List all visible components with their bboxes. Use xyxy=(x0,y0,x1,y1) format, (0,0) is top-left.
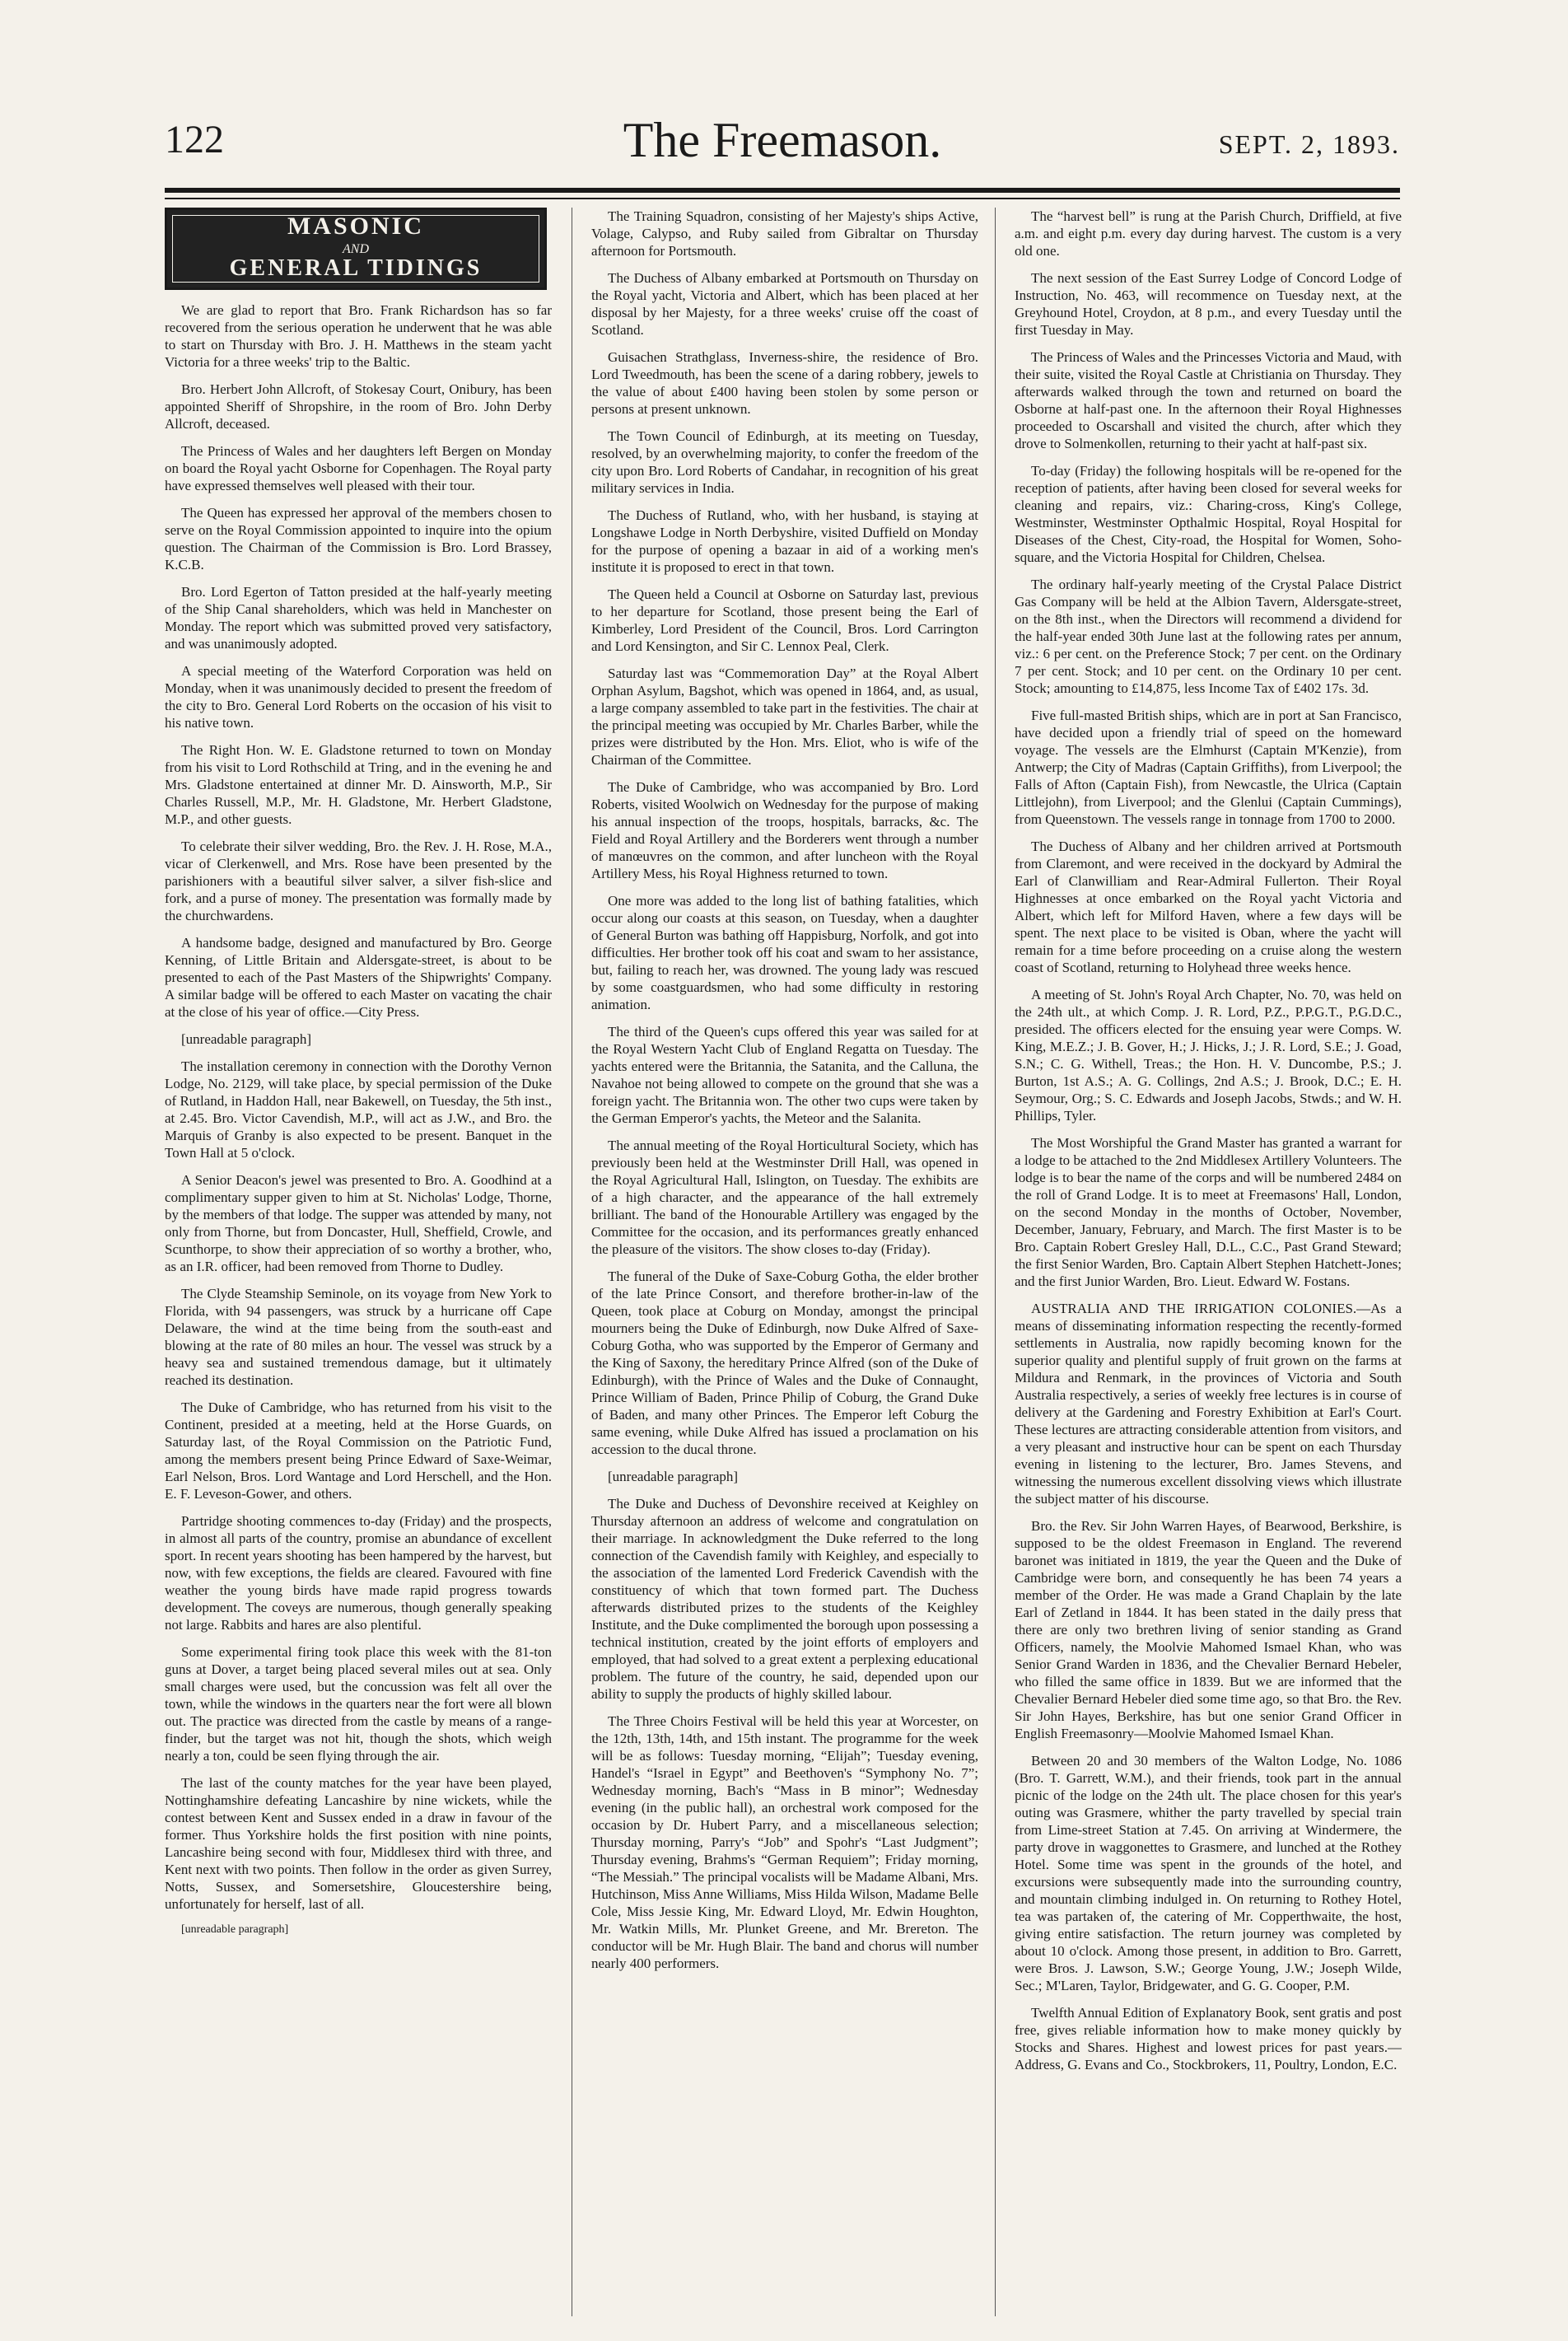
article-paragraph: The installation ceremony in connection with the Dorothy Vernon Lodge, No. 2129, will take place, by special permission of the Duke of Rutland, in Haddon Hall, near Bakewell, on Tuesday, the 5th inst., at 2.45. Bro. Victor Cavendish, M.P., will act as J.W., and Bro. the Marquis of Granby is also expected to be present. Banquet in the Town Hall at 5 o'clock. xyxy=(165,1058,552,1161)
masthead xyxy=(165,115,1400,181)
column-1-paragraphs xyxy=(165,301,552,1913)
page-number: 122 xyxy=(165,118,224,161)
section-banner xyxy=(165,208,547,290)
article-paragraph: Some experimental firing took place this week with the 81-ton guns at Dover, a target being placed several miles out at sea. Only small charges were used, but the concussion was felt all over the town, while the windows in the quarters near the fort were all blown out. The practice was directed from the castle by means of a range-finder, but the target was not hit, though the shots, which weigh nearly a ton, could be seen flying through the air. xyxy=(165,1644,552,1764)
issue-date: SEPT. 2, 1893. xyxy=(1218,129,1400,159)
article-paragraph: To-day (Friday) the following hospitals will be re-opened for the reception of patients, after having been closed for several weeks for cleaning and repairs, viz.: Charing-cross, King's College, Westminster, Westminster Opthalmic Hospital, Royal Hospital for Diseases of the Chest, City-road, the Hospital for Women, Soho-square, and the Victoria Hospital for Children, Chelsea. xyxy=(1015,463,1402,565)
column-3 xyxy=(1015,208,1402,2316)
article-paragraph: The “harvest bell” is rung at the Parish Church, Driffield, at five a.m. and eight p.m. every day during harvest. The custom is a very old one. xyxy=(1015,208,1402,259)
article-paragraph: The Queen has expressed her approval of the members chosen to serve on the Royal Commission appointed to inquire into the opium question. The Chairman of the Commission is Bro. Lord Brassey, K.C.B. xyxy=(165,505,552,572)
article-paragraph: Saturday last was “Commemoration Day” at the Royal Albert Orphan Asylum, Bagshot, which was opened in 1864, and, as usual, a large company assembled to take part in the festivities. The chair at the principal meeting was occupied by Mr. Charles Barber, while the prizes were distributed by the Hon. Mrs. Eliot, who is wife of the Chairman of the Committee. xyxy=(591,666,978,768)
article-paragraph: The Most Worshipful the Grand Master has granted a warrant for a lodge to be attached to the 2nd Middlesex Artillery Volunteers. The lodge is to bear the name of the corps and will be numbered 2484 on the roll of Grand Lodge. It is to meet at Freemasons' Hall, London, on the second Monday in the months of October, November, December, January, February, and March. The first Master is to be Bro. Captain Robert Gresley Hall, D.L., C.C., Past Grand Steward; the first Senior Warden, Bro. Captain Albert Stephen Hatchett-Jones; and the first Junior Warden, Bro. Lieut. Edward W. Fostans. xyxy=(1015,1135,1402,1289)
article-paragraph: AUSTRALIA AND THE IRRIGATION COLONIES.—As a means of disseminating information respecting the recently-formed settlements in Australia, now rapidly becoming known for the superior quality and plentiful supply of fruit grown on the farms at Mildura and Renmark, in the provinces of Victoria and South Australia respectively, a series of weekly free lectures is in course of delivery at the Gardening and Forestry Exhibition at Earl's Court. These lectures are attracting considerable attention from visitors, and a very pleasant and instructive hour can be spent on each Thursday evening in listening to the lecturer, Bro. James Stevens, and witnessing the numerous excellent dissolving views which illustrate the subject matter of his discourse. xyxy=(1015,1301,1402,1507)
article-paragraph: Bro. Herbert John Allcroft, of Stokesay Court, Onibury, has been appointed Sheriff of Shropshire, in the room of Bro. John Derby Allcroft, deceased. xyxy=(165,381,552,432)
article-paragraph: Guisachen Strathglass, Inverness-shire, the residence of Bro. Lord Tweedmouth, has been the scene of a daring robbery, jewels to the value of about £400 having been stolen by some person or persons at present unknown. xyxy=(591,349,978,417)
article-paragraph: The Three Choirs Festival will be held this year at Worcester, on the 12th, 13th, 14th, and 15th instant. The programme for the week will be as follows: Tuesday morning, “Elijah”; Tuesday evening, Handel's “Israel in Egypt” and Beethoven's “Symphony No. 7”; Wednesday morning, Bach's “Mass in B minor”; Wednesday evening (in the public hall), an orchestral work composed for the occasion by Dr. Hubert Parry, and a miscellaneous selection; Thursday morning, Parry's “Job” and Spohr's “Last Judgment”; Thursday evening, Brahms's “German Requiem”; Friday morning, “The Messiah.” The principal vocalists will be Madame Albani, Mrs. Hutchinson, Miss Anne Williams, Miss Hilda Wilson, Madame Belle Cole, Miss Jessie King, Mr. Edward Lloyd, Mr. Edwin Houghton, Mr. Watkin Mills, Mr. Plunket Greene, and Mr. Brereton. The conductor will be Mr. Hugh Blair. The band and chorus will number nearly 400 performers. xyxy=(591,1713,978,1971)
article-paragraph: The funeral of the Duke of Saxe-Coburg Gotha, the elder brother of the late Prince Consort, and therefore brother-in-law of the Queen, took place at Coburg on Monday, amongst the principal mourners being the Duke of Edinburgh, now Duke Alfred of Saxe-Coburg Gotha, who was supported by the Emperor of Germany and the King of Saxony, the hereditary Prince Alfred (son of the Duke of Edinburgh), with the Prince of Wales and the Duke of Connaught, Prince William of Baden, Prince Philip of Coburg, the Grand Duke of Baden, and many other Princes. The Emperor left Coburg the same evening, while Duke Alfred has issued a proclamation on his accession to the ducal throne. xyxy=(591,1269,978,1457)
advertisement-smallprint: [unreadable paragraph] xyxy=(181,1923,289,1936)
paper-title: The Freemason. xyxy=(623,113,942,167)
column-1 xyxy=(165,208,552,2316)
article-paragraph: The Queen held a Council at Osborne on Saturday last, previous to her departure for Scotland, those present being the Earl of Kimberley, Lord President of the Council, Bros. Lord Carrington and Lord Kensington, and Sir C. Lennox Peal, Clerk. xyxy=(591,586,978,654)
banner-line-2: AND xyxy=(343,242,369,256)
article-paragraph: The Duke and Duchess of Devonshire received at Keighley on Thursday afternoon an address of welcome and congratulation on their marriage. In acknowledgment the Duke referred to the long connection of the Cavendish family with Keighley, and especially to the association of the lamented Lord Frederick Cavendish with the constituency of which that town formed part. The Duchess afterwards distributed prizes to the students of the Keighley Institute, and the Duke complimented the borough upon possessing a technical institution, created by the joint efforts of employers and employed, that had solved to a great extent a perplexing educational problem. The future of the country, he said, depended upon our ability to supply the products of highly skilled labour. xyxy=(591,1496,978,1702)
article-paragraph: A meeting of St. John's Royal Arch Chapter, No. 70, was held on the 24th ult., at which Comp. J. R. Lord, P.Z., P.P.G.T., P.G.D.C., presided. The officers elected for the ensuing year were Comps. W. King, M.E.Z.; J. B. Gover, H.; J. Hicks, J.; J. R. Lord, S.E.; J. Goad, S.N.; C. G. Withell, Treas.; the Hon. H. V. Duncombe, P.S.; J. Burton, 1st A.S.; A. G. Collings, 2nd A.S.; J. Brook, D.C.; E. H. Seymour, Org.; S. C. Edwards and Joseph Jacobs, Stwds.; and W. H. Phillips, Tyler. xyxy=(1015,987,1402,1124)
article-paragraph: The Princess of Wales and the Princesses Victoria and Maud, with their suite, visited the Royal Castle at Christiania on Thursday. They afterwards walked through the town and returned on board the Osborne at half-past one. In the afternoon their Royal Highnesses proceeded to Oscarshall and visited the church, after which they drove to Solmenkollen, returning to their yacht at half-past six. xyxy=(1015,349,1402,451)
article-paragraph: To celebrate their silver wedding, Bro. the Rev. J. H. Rose, M.A., vicar of Clerkenwell, and Mrs. Rose have been presented by the parishioners with a beautiful silver salver, a silver fish-slice and fork, and a purse of money. The presentation was formally made by the churchwardens. xyxy=(165,839,552,923)
article-paragraph: A Senior Deacon's jewel was presented to Bro. A. Goodhind at a complimentary supper given to him at St. Nicholas' Lodge, Thorne, by the members of that lodge. The supper was attended by many, not only from Thorne, but from Doncaster, Hull, Sheffield, Crowle, and Scunthorpe, to show their appreciation of so worthy a brother, who, as an I.R. officer, had been removed from Thorne to Dudley. xyxy=(165,1172,552,1274)
article-paragraph: Bro. Lord Egerton of Tatton presided at the half-yearly meeting of the Ship Canal shareholders, which was held in Manchester on Monday. The report which was submitted proved very satisfactory, and was unanimously adopted. xyxy=(165,584,552,652)
column-2 xyxy=(591,208,978,2316)
article-paragraph: Bro. the Rev. Sir John Warren Hayes, of Bearwood, Berkshire, is supposed to be the oldest Freemason in England. The reverend baronet was initiated in 1819, the year the Queen and the Duke of Cambridge were born, and consequently he has been 74 years a member of the Order. He was made a Grand Chaplain by the late Earl of Zetland in 1844. It has been stated in the daily press that there are only two brethren living of senior standing as Grand Officers, namely, the Moolvie Mahomed Ismael Khan, who was Senior Grand Warden in 1836, and the Chevalier Bernard Hebeler, who filled the same office in 1839. But we are informed that the Chevalier Bernard Hebeler died some time ago, so that Bro. the Rev. Sir John Hayes, Berkshire, has but one senior Grand Officer in English Freemasonry—Moolvie Mahomed Ismael Khan. xyxy=(1015,1518,1402,1741)
masthead-rule-thin xyxy=(165,198,1400,199)
article-paragraph: The Duke of Cambridge, who has returned from his visit to the Continent, presided at a meeting, held at the Horse Guards, on Saturday last, of the Royal Commission on the Patriotic Fund, among the members present being Prince Edward of Saxe-Weimar, Earl Nelson, Bros. Lord Wantage and Lord Herschell, and the Hon. E. F. Leveson-Gower, and others. xyxy=(165,1399,552,1502)
article-paragraph: The next session of the East Surrey Lodge of Concord Lodge of Instruction, No. 463, will recommence on Tuesday next, at the Greyhound Hotel, Croydon, at 8 p.m., and every Tuesday until the first Tuesday in May. xyxy=(1015,270,1402,338)
article-paragraph: The Clyde Steamship Seminole, on its voyage from New York to Florida, with 94 passengers, was struck by a hurricane off Cape Delaware, the wind at the time being from the south-east and blowing at the rate of 80 miles an hour. The vessel was struck by a heavy sea and sustained tremendous damage, but it ultimately reached its destination. xyxy=(165,1286,552,1388)
article-paragraph: [unreadable paragraph] xyxy=(181,1031,312,1047)
article-paragraph: The ordinary half-yearly meeting of the Crystal Palace District Gas Company will be held at the Albion Tavern, Aldersgate-street, on the 8th inst., when the Directors will recommend a dividend for the half-year ended 30th June last at the following rates per annum, viz.: 6 per cent. on the Preference Stock; 7 per cent. on the Ordinary 7 per cent. Stock; and 10 per cent. on the Ordinary 10 per cent. Stock; amounting to £14,875, less Income Tax of £402 17s. 3d. xyxy=(1015,577,1402,696)
article-paragraph: [unreadable paragraph] xyxy=(608,1469,739,1484)
article-paragraph: A special meeting of the Waterford Corporation was held on Monday, when it was unanimously decided to present the freedom of the city to Bro. General Lord Roberts on the occasion of his visit to his native town. xyxy=(165,663,552,731)
article-paragraph: Five full-masted British ships, which are in port at San Francisco, have decided upon a friendly trial of speed on the homeward voyage. The vessels are the Elmhurst (Captain M'Kenzie), from Antwerp; the City of Madras (Captain Griffiths), from Liverpool; the Falls of Afton (Captain Fish), from Newcastle, the Ulrica (Captain Littlejohn), from Liverpool; and the Glenlui (Captain Cummings), from Queenstown. The vessels range in tonnage from 1700 to 2000. xyxy=(1015,708,1402,827)
article-paragraph: The Duchess of Rutland, who, with her husband, is staying at Longshawe Lodge in North Derbyshire, visited Duffield on Monday for the purpose of opening a bazaar in aid of a working men's institute it is proposed to erect in that town. xyxy=(591,507,978,575)
banner-line-1: MASONIC xyxy=(287,213,424,240)
article-paragraph: The Training Squadron, consisting of her Majesty's ships Active, Volage, Calypso, and Ruby sailed from Gibraltar on Thursday afternoon for Portsmouth. xyxy=(591,208,978,259)
article-paragraph: We are glad to report that Bro. Frank Richardson has so far recovered from the serious operation he underwent that he was able to start on Thursday with Bro. J. H. Matthews in the steam yacht Victoria for a three weeks' trip to the Baltic. xyxy=(165,302,552,370)
column-3-paragraphs xyxy=(1015,208,1402,2073)
article-paragraph: The Duke of Cambridge, who was accompanied by Bro. Lord Roberts, visited Woolwich on Wednesday for the purpose of making his annual inspection of the troops, hospitals, barracks, &c. The Field and Royal Artillery and the Borderers went through a number of manœuvres on the common, and after luncheon with the Royal Artillery Mess, his Royal Highness returned to town. xyxy=(591,779,978,881)
article-paragraph: The Town Council of Edinburgh, at its meeting on Tuesday, resolved, by an overwhelming majority, to confer the freedom of the city upon Bro. Lord Roberts of Candahar, in recognition of his great military services in India. xyxy=(591,428,978,496)
column-2-paragraphs xyxy=(591,208,978,1972)
article-paragraph: The Duchess of Albany embarked at Portsmouth on Thursday on the Royal yacht, Victoria and Albert, which has been placed at her disposal by her Majesty, for a three weeks' cruise off the coast of Scotland. xyxy=(591,270,978,338)
article-paragraph: The Princess of Wales and her daughters left Bergen on Monday on board the Royal yacht Osborne for Copenhagen. The Royal party have expressed themselves well pleased with their tour. xyxy=(165,443,552,493)
column-divider xyxy=(995,208,996,2316)
article-paragraph: A handsome badge, designed and manufactured by Bro. George Kenning, of Little Britain and Aldersgate-street, is about to be presented to each of the Past Masters of the Shipwrights' Company. A similar badge will be offered to each Master on vacating the chair at the close of his year of office.—City Press. xyxy=(165,935,552,1020)
article-paragraph: One more was added to the long list of bathing fatalities, which occur along our coasts at this season, on Tuesday, when a daughter of General Burton was bathing off Happisburg, Norfolk, and got into difficulties. Her brother took off his coat and swam to her assistance, but, failing to reach her, was drowned. The young lady was rescued by some coastguardsmen, who had some difficulty in restoring animation. xyxy=(591,893,978,1012)
article-paragraph: The third of the Queen's cups offered this year was sailed for at the Royal Western Yacht Club of England Regatta on Tuesday. The yachts entered were the Britannia, the Satanita, and the Calluna, the Navahoe not being allowed to compete on the ground that she was a foreign yacht. The Britannia won. The other two cups were taken by the German Emperor's yachts, the Meteor and the Salanita. xyxy=(591,1024,978,1126)
article-paragraph: The Duchess of Albany and her children arrived at Portsmouth from Claremont, and were received in the dockyard by Admiral the Earl of Clanwilliam and Rear-Admiral Fullerton. Their Royal Highnesses at once embarked on the Royal yacht Victoria and Albert, which left for Milford Haven, where a few days will be spent. The next place to be visited is Oban, where the yacht will remain for a time before proceeding on a cruise along the western coast of Scotland, returning to Holyhead three weeks hence. xyxy=(1015,839,1402,975)
masthead-rule-thick xyxy=(165,188,1400,193)
article-paragraph: Twelfth Annual Edition of Explanatory Book, sent gratis and post free, gives reliable information how to make money quickly by Stocks and Shares. Highest and lowest prices for past years.—Address, G. Evans and Co., Stockbrokers, 11, Poultry, London, E.C. xyxy=(1015,2005,1402,2072)
article-paragraph: The Right Hon. W. E. Gladstone returned to town on Monday from his visit to Lord Rothschild at Tring, and in the evening he and Mrs. Gladstone entertained at dinner Mr. D. Ainsworth, M.P., Sir Charles Russell, M.P., Mr. H. Gladstone, Mr. Herbert Gladstone, M.P., and other guests. xyxy=(165,742,552,827)
article-paragraph: The last of the county matches for the year have been played, Nottinghamshire defeating Lancashire by nine wickets, while the contest between Kent and Sussex ended in a draw in favour of the former. Thus Yorkshire holds the first position with nine points, Lancashire being second with four, Middlesex third with three, and Kent next with two points. Then follow in the order as given Surrey, Notts, Sussex, and Somersetshire, Gloucestershire being, unfortunately for herself, last of all. xyxy=(165,1775,552,1912)
article-paragraph: Between 20 and 30 members of the Walton Lodge, No. 1086 (Bro. T. Garrett, W.M.), and their friends, took part in the annual picnic of the lodge on the 24th ult. The place chosen for this year's outing was Grasmere, whither the party travelled by special train from Lime-street Station at 7.45. On arriving at Windermere, the party drove in waggonettes to Grasmere, and lunched at the Rothey Hotel. Some time was spent in the grounds of the hotel, and excursions were subsequently made into the surrounding country, and mountain climbing indulged in. On returning to Rothey Hotel, tea was partaken of, the catering of Mr. Copperthwaite, the host, giving entire satisfaction. The return journey was completed by about 10 o'clock. Among those present, in addition to Bro. Garrett, were Bros. J. Lawson, S.W.; George Young, J.W.; Joseph Wilde, Sec.; M'Laren, Taylor, Bridgewater, and G. G. Cooper, P.M. xyxy=(1015,1753,1402,1993)
article-paragraph: Partridge shooting commences to-day (Friday) and the prospects, in almost all parts of the country, promise an abundance of excellent sport. In recent years shooting has been hampered by the harvest, but now, with few exceptions, the fields are cleared. Favoured with fine weather the young birds have made rapid progress towards development. The coveys are numerous, though generally speaking not large. Rabbits and hares are also plentiful. xyxy=(165,1513,552,1633)
banner-line-3: GENERAL TIDINGS xyxy=(229,255,483,281)
article-paragraph: The annual meeting of the Royal Horticultural Society, which has previously been held at the Westminster Drill Hall, was opened in the Royal Agricultural Hall, Islington, on Tuesday. The exhibits are of a high character, and the appearance of the hall extremely brilliant. The band of the Honourable Artillery was engaged by the Committee for the occasion, and its performances greatly enhanced the pleasure of the visitors. The show closes to-day (Friday). xyxy=(591,1138,978,1257)
